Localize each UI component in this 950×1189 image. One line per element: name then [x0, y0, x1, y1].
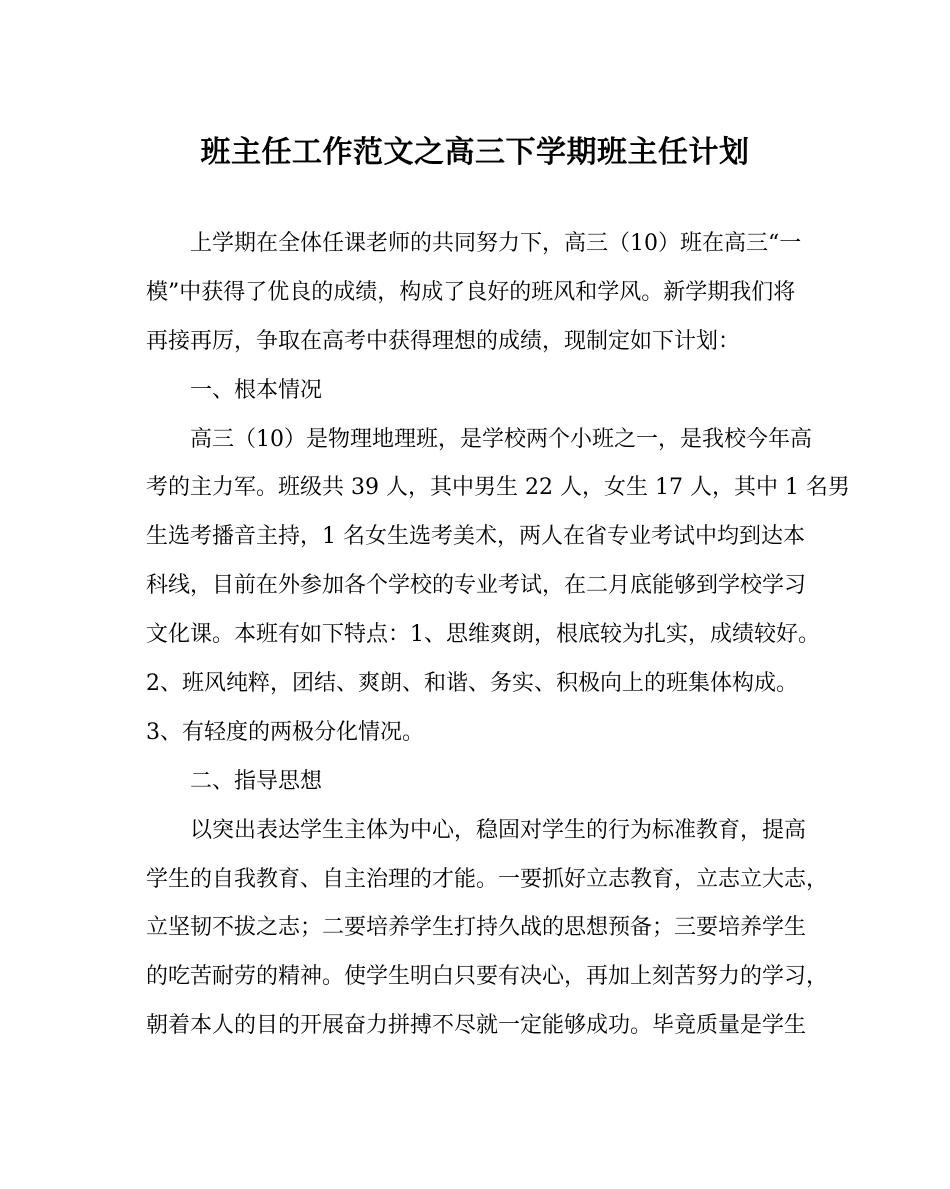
paragraph-line: 再接再厉，争取在高考中获得理想的成绩，现制定如下计划：	[146, 328, 741, 354]
section-heading: 一、根本情况	[190, 377, 323, 403]
paragraph-line: 的吃苦耐劳的精神。使学生明白只要有决心，再加上刻苦努力的学习，	[146, 964, 829, 990]
paragraph-line: 科线，目前在外参加各个学校的专业考试，在二月底能够到学校学习	[146, 573, 807, 599]
paragraph-line: 学生的自我教育、自主治理的才能。一要抓好立志教育，立志立大志，	[146, 866, 829, 892]
paragraph-line: 立坚韧不拔之志；二要培养学生打持久战的思想预备；三要培养学生	[146, 915, 807, 941]
paragraph-line: 以突出表达学生主体为中心，稳固对学生的行为标准教育，提高	[190, 817, 807, 843]
paragraph-line: 高三（10）是物理地理班，是学校两个小班之一，是我校今年高	[190, 426, 812, 452]
section-heading: 二、指导思想	[190, 768, 323, 794]
document-body	[146, 220, 850, 1051]
paragraph-line: 2、班风纯粹，团结、爽朗、和谐、务实、积极向上的班集体构成。	[146, 671, 798, 697]
document-title: 班主任工作范文之高三下学期班主任计划	[200, 135, 750, 170]
paragraph-line: 上学期在全体任课老师的共同努力下，高三（10）班在高三“一	[190, 231, 802, 256]
paragraph-line: 生选考播音主持，1 名女生选考美术，两人在省专业考试中均到达本	[146, 524, 805, 550]
paragraph-line: 朝着本人的目的开展奋力拼搏不尽就一定能够成功。毕竟质量是学生	[146, 1013, 807, 1039]
paragraph-line: 3、有轻度的两极分化情况。	[146, 719, 424, 745]
paragraph-line: 考的主力军。班级共 39 人，其中男生 22 人，女生 17 人，其中 1 名男	[146, 475, 850, 501]
paragraph-line: 文化课。本班有如下特点：1、思维爽朗，根底较为扎实，成绩较好。	[146, 622, 820, 648]
paragraph-line: 模”中获得了优良的成绩，构成了良好的班风和学风。新学期我们将	[146, 279, 796, 305]
